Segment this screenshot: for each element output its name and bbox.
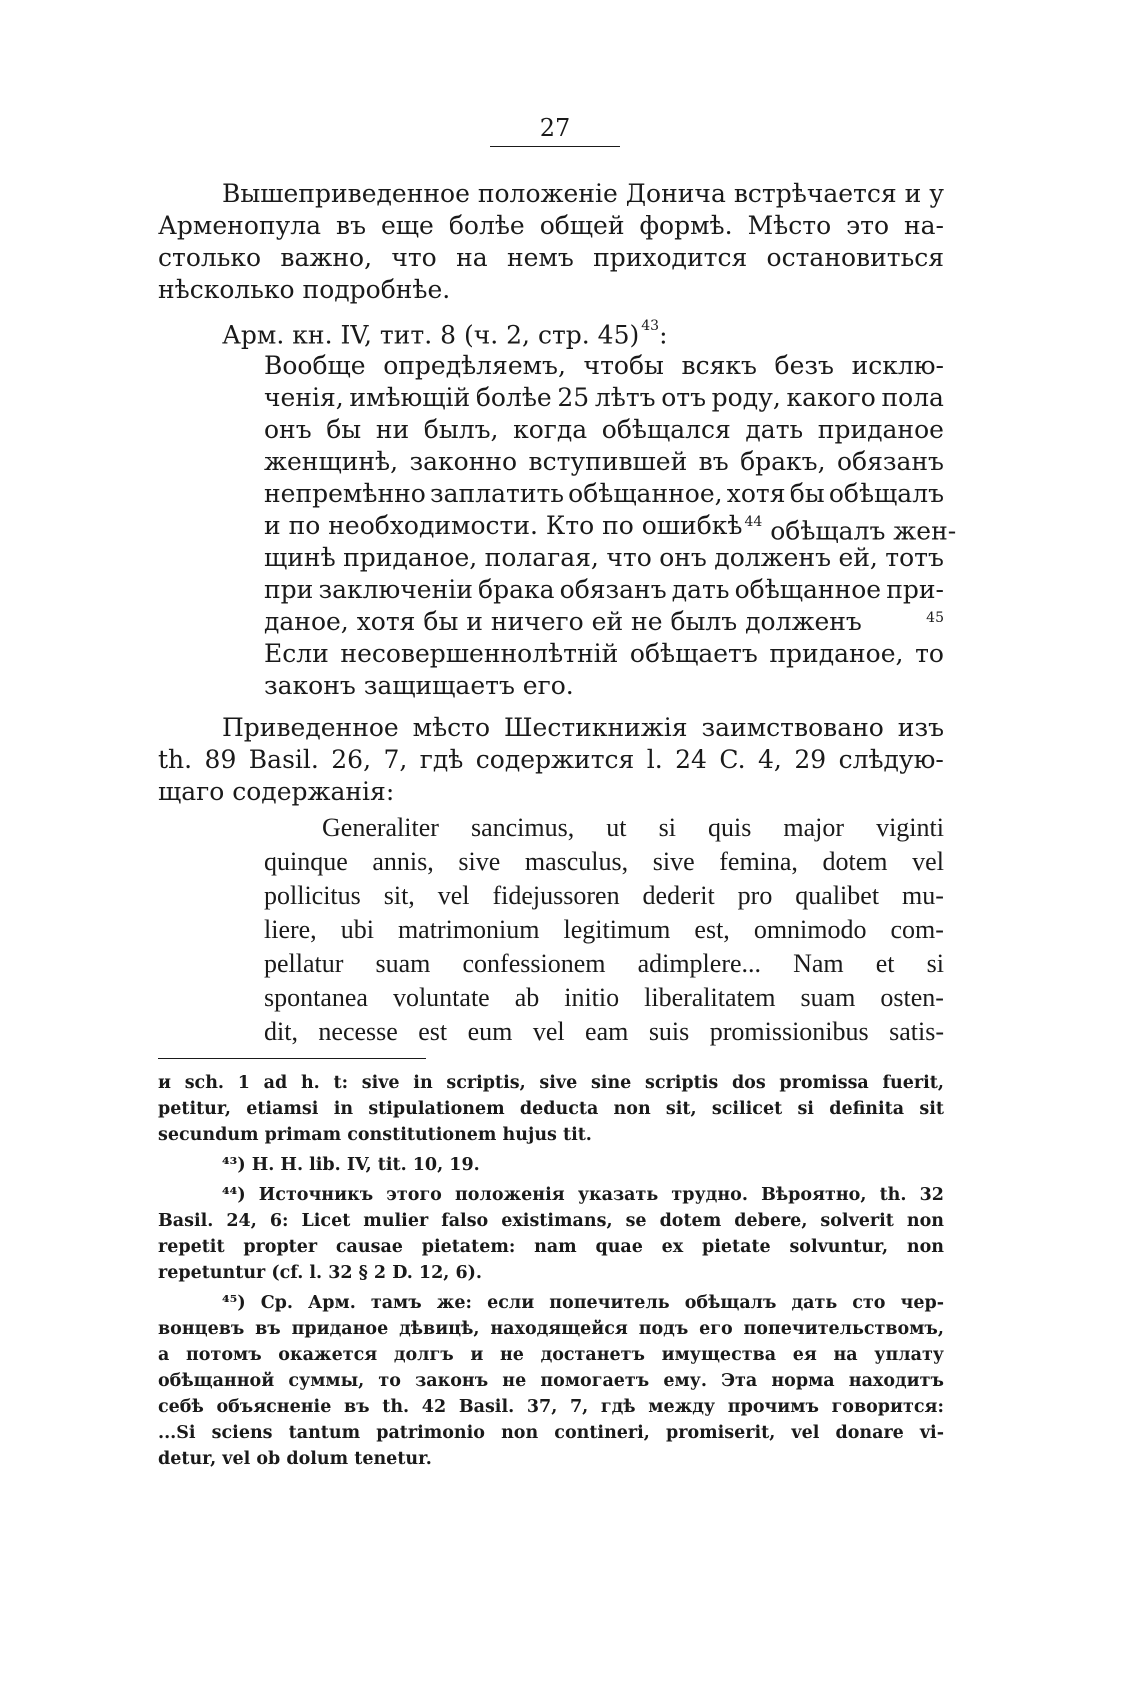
quote-line: непремѣнно заплатить обѣщанное, хотя бы обѣщалъ <box>264 479 944 508</box>
footnote-line: secundum primam constitutionem hujus tit. <box>158 1125 592 1145</box>
footnote-line: обѣщанной суммы, то законъ не помогаетъ ему. Эта норма находитъ <box>158 1371 944 1391</box>
footnote-line: detur, vel ob dolum tenetur. <box>158 1449 432 1469</box>
quote-line: законъ защищаетъ его. <box>264 671 574 700</box>
quote-line: при заключеніи брака обязанъ дать обѣщанное при- <box>264 575 944 604</box>
citation-text: Арм. кн. IV, тит. 8 (ч. 2, стр. 45) <box>222 320 640 350</box>
footnote-ref: 44 <box>744 514 763 530</box>
footnote-44: ⁴⁴) Источникъ этого положенія указать трудно. Вѣроятно, th. 32 <box>222 1185 944 1205</box>
text-line: щаго содержанія: <box>158 777 395 806</box>
quote-line-part: обѣщалъ жен- <box>770 516 957 546</box>
text-line: столько важно, что на немъ приходится остановиться <box>158 243 944 272</box>
quote-line: женщинѣ, законно вступившей въ бракъ, обязанъ <box>264 447 944 476</box>
text-line: Приведенное мѣсто Шестикнижія заимствовано изъ <box>222 713 944 742</box>
footnote-45: ⁴⁵) Ср. Арм. тамъ же: если попечитель обѣщалъ дать сто чер- <box>222 1293 944 1313</box>
page-number: 27 <box>539 114 571 142</box>
quote-line: ченія, имѣющій болѣе 25 лѣтъ отъ роду, какого пола <box>264 383 944 412</box>
footnote-43: ⁴³) Н. Н. lib. IV, tit. 10, 19. <box>222 1155 480 1175</box>
footnote-line: repetit propter causae pietatem: nam quae ex pietate solvuntur, non <box>158 1237 944 1257</box>
text-line: Арменопула въ еще болѣе общей формѣ. Мѣсто это на- <box>158 211 944 240</box>
quote-line <box>264 606 944 638</box>
latin-line: liere, ubi matrimonium legitimum est, omnimodo com- <box>264 915 944 944</box>
footnote-separator <box>158 1058 426 1059</box>
quote-line: Вообще опредѣляемъ, чтобы всякъ безъ исклю- <box>264 351 944 380</box>
footnote-ref: 45 <box>926 610 944 626</box>
latin-line: spontanea voluntate ab initio liberalitatem suam osten- <box>264 983 944 1012</box>
footnote-line: а потомъ окажется долгъ и не достанетъ имущества ея на уплату <box>158 1345 944 1365</box>
footnote-line: вонцевъ въ приданое дѣвицѣ, находящейся подъ его попечительствомъ, <box>158 1319 944 1339</box>
footnote-line: и sch. 1 ad h. t: sive in scriptis, sive sine scriptis dos promissa fuerit, <box>158 1073 944 1093</box>
citation-line <box>222 314 668 351</box>
text-line: нѣсколько подробнѣе. <box>158 275 451 304</box>
footnote-line: repetuntur (cf. l. 32 § 2 D. 12, 6). <box>158 1263 483 1283</box>
footnote-line: Basil. 24, 6: Licet mulier falso existimans, se dotem debere, solverit non <box>158 1211 944 1231</box>
quote-line-part: и по необходимости. Кто по ошибкѣ <box>264 511 743 540</box>
footnote-line: petitur, etiamsi in stipulationem deducta non sit, scilicet si definita sit <box>158 1099 944 1119</box>
quote-line: Если несовершеннолѣтній обѣщаетъ приданое, то <box>264 639 944 668</box>
latin-line: pellatur suam confessionem adimplere... Nam et si <box>264 949 944 978</box>
quote-line: щинѣ приданое, полагая, что онъ долженъ ей, тотъ <box>264 543 944 572</box>
text-line: Вышеприведенное положеніе Донича встрѣчается и у <box>222 179 944 208</box>
text-line: th. 89 Basil. 26, 7, гдѣ содержится l. 24 C. 4, 29 слѣдую- <box>158 745 944 774</box>
latin-line: dit, necesse est eum vel eam suis promissionibus satis- <box>264 1017 944 1046</box>
footnote-line: себѣ объясненіе въ th. 42 Basil. 37, 7, гдѣ между прочимъ говорится: <box>158 1397 944 1417</box>
citation-tail: : <box>659 320 668 350</box>
latin-line: Generaliter sancimus, ut si quis major viginti <box>322 813 944 842</box>
page-number-rule <box>490 146 620 147</box>
footnote-line: ...Si sciens tantum patrimonio non contineri, promiserit, vel donare vi- <box>158 1423 944 1443</box>
latin-line: pollicitus sit, vel fidejussoren dederit pro qualibet mu- <box>264 881 944 910</box>
latin-line: quinque annis, sive masculus, sive femina, dotem vel <box>264 847 944 876</box>
footnote-ref: 43 <box>641 318 660 334</box>
quote-line: онъ бы ни былъ, когда обѣщался дать приданое <box>264 415 944 444</box>
quote-line-part: даное, хотя бы и ничего ей не былъ долженъ <box>264 607 862 636</box>
